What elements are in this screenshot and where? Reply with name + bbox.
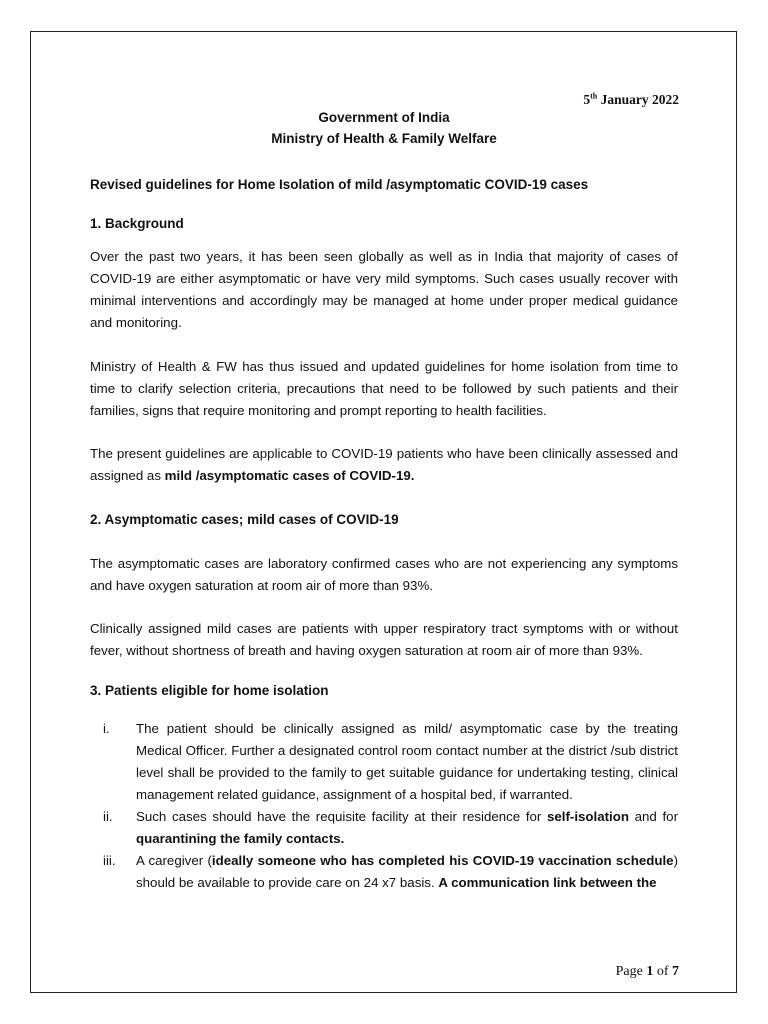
document-title: Revised guidelines for Home Isolation of mild /asymptomatic COVID-19 cases	[90, 177, 589, 192]
header-government: Government of India	[318, 110, 450, 125]
section2-paragraph-1: The asymptomatic cases are laboratory confirmed cases who are not experiencing any symptoms and have oxygen saturation at room air of more than 93%.	[90, 556, 678, 593]
section1-paragraph-1: Over the past two years, it has been seen globally as well as in India that majority of cases of COVID-19 are either asymptomatic or have very mild symptoms. Such cases usually recover with minimal interventions and accordingly may be managed at home under proper medical guidance and monitoring.	[90, 249, 678, 330]
section1-paragraph-2: Ministry of Health & FW has thus issued and updated guidelines for home isolation from time to time to clarify selection criteria, precautions that need to be followed by such patients and their families, signs that require monitoring and prompt reporting to health facilities.	[90, 359, 678, 418]
page-number: Page 1 of 7	[615, 964, 679, 979]
list-item: iii. A caregiver (ideally someone who has completed his COVID-19 vaccination schedule) should be available to provide care on 24 x7 basis. A communication link between the	[103, 853, 678, 890]
list-item: i. The patient should be clinically assigned as mild/ asymptomatic case by the treating Medical Officer. Further a designated control room contact number at the district /sub district level shall be provided to the family to get suitable guidance for undertaking testing, clinical management related guidance, assignment of a hospital bed, if warranted.	[103, 721, 678, 802]
section3-heading: 3. Patients eligible for home isolation	[90, 683, 329, 698]
section2-heading: 2. Asymptomatic cases; mild cases of COVID-19	[90, 512, 399, 527]
section1-heading: 1. Background	[90, 216, 184, 231]
eligibility-list	[90, 718, 678, 894]
document-date: 5th January 2022	[583, 91, 679, 107]
section1-paragraph-3: The present guidelines are applicable to COVID-19 patients who have been clinically assessed and assigned as mild /asymptomatic cases of COVID-19.	[90, 446, 678, 483]
list-item: ii. Such cases should have the requisite facility at their residence for self-isolation and for quarantining the family contacts.	[103, 809, 678, 846]
header-ministry: Ministry of Health & Family Welfare	[271, 131, 497, 146]
section2-paragraph-2: Clinically assigned mild cases are patients with upper respiratory tract symptoms with or without fever, without shortness of breath and having oxygen saturation at room air of more than 93%.	[90, 621, 678, 658]
